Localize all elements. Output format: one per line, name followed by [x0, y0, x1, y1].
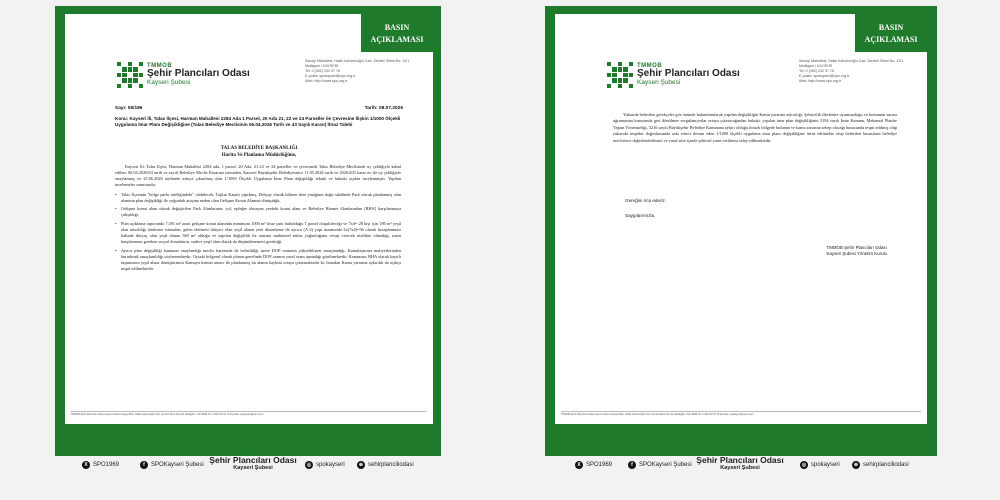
- org-address: [305, 59, 415, 84]
- social-instagram[interactable]: [305, 461, 345, 469]
- social-links: [0, 461, 500, 475]
- social-web[interactable]: [357, 461, 414, 469]
- address-line: Sanayi Mahallesi, Hakki Kahvecioğlu Cad. Zeminli Sitesi No: 13/1: [305, 59, 410, 63]
- social-label: spokayseri: [811, 462, 840, 468]
- badge-line-2: AÇIKLAMASI: [370, 35, 424, 44]
- letter-page: [555, 14, 927, 424]
- letter-subject: Konu: Kayseri İli, Talas İlçesi, Harman Mahallesi 2284 Ada 1 Parsel, 20 Ada 21, 22 ve 24 Parseller ile Çevresine İlişkin 1/1000 Ölçekli Uygulama İmar Planı Değişikliğine (Talas Belediye Meclisinin 06.04.2026 Tarih ve 43 Sayılı Kararı) İtiraz Talebi: [115, 116, 401, 127]
- recipient-line-1: TALAS BELEDİYE BAŞKANLIĞI: [220, 146, 298, 151]
- address-line: E-posta: spokayseri@spo.org.tr: [799, 74, 850, 78]
- footer-org-line-2: Şehir Plancıları Odası: [696, 455, 784, 465]
- address-line: Web: http://www.spo.org.tr: [799, 79, 842, 83]
- letter-footer: TMMOB Şehir Plancıları Odası Kayseri Şubesi Sanayi Mah. Hakki Kahvecioğlu Cad. Zeminli Sitesi No:13/1 Melikgazi / KAYSERİ Tel: 0 352 232 97 76 E-posta: spokayseri@spo.org.tr: [71, 411, 427, 416]
- badge-line-1: BASIN: [384, 23, 410, 32]
- badge-line-2: AÇIKLAMASI: [864, 35, 918, 44]
- instagram-icon: ◎: [306, 462, 312, 468]
- tmmob-logo-icon: [117, 62, 143, 88]
- finding-item: • Talas İlçesinin "bölge parkı niteliğindeki" olabilecek, Taşkın Kanalı yapılmış, Deliçay olarak bilinen dere yatağının doğu sahilinde Park olarak planlanmış olan alanının plan değişikliği ile yoğunluk artışına neden olan Gelişme Konut Alanına dönüştüğü,: [115, 192, 401, 204]
- facebook-icon: f: [140, 461, 148, 469]
- tmmob-logo-icon: [730, 428, 750, 448]
- press-release-page-2: [500, 0, 1000, 500]
- x-icon: X: [82, 461, 90, 469]
- reference-number: Sayı: 06/186: [115, 106, 143, 111]
- address-line: Sanayi Mahallesi, Hakki Kahvecioğlu Cad. Zeminli Sitesi No: 13/1: [799, 59, 904, 63]
- org-name-line-2: Şehir Plancıları Odası: [637, 68, 740, 80]
- org-name-line-1: TMMOB: [637, 63, 663, 70]
- address-line: Melikgazi / KAYSERİ: [799, 64, 833, 68]
- web-icon: ⊕: [358, 462, 364, 468]
- org-logo: [607, 62, 740, 88]
- letter-reference-row: [115, 106, 403, 111]
- findings-list: [115, 192, 401, 272]
- social-facebook[interactable]: [628, 461, 692, 469]
- social-links: [500, 461, 1000, 475]
- finding-item: • Gelişme konut alanı olarak değiştirilen Park Alanlarının; yol, eşdeğer olmayan yerdeki konut alanı ve Belediye Hizmet Alanlarından [BHA] karşılanmaya çalışıldığı,: [115, 206, 401, 218]
- org-address: [799, 59, 909, 84]
- web-icon: ⊕: [853, 462, 859, 468]
- social-label: SPOKayseri Şubesi: [151, 462, 204, 468]
- letter-footer: TMMOB Şehir Plancıları Odası Kayseri Şubesi Sanayi Mah. Hakki Kahvecioğlu Cad. Zeminli Sitesi No:13/1 Melikgazi / KAYSERİ Tel: 0 352 232 97 76 E-posta: spokayseri@spo.org.tr: [561, 411, 921, 416]
- letter-body: [115, 164, 401, 275]
- social-label: sehirplanciliodasi: [368, 462, 414, 468]
- footer-org-line-2: Şehir Plancıları Odası: [209, 455, 297, 465]
- social-label: SPO1969: [93, 462, 120, 468]
- social-label: SPO1969: [586, 462, 613, 468]
- social-x[interactable]: [82, 461, 119, 469]
- tmmob-logo-icon: [243, 428, 263, 448]
- body-paragraph: Kayseri İli, Talas İlçesi, Harman Mahallesi 2284 ada, 1 parsel, 20 Ada, 21-22 ve 24 parseller ve çevresinde Talas Belediye Meclisinde uy çekliğiyle kabul edilen; 06.04.2026/43 tarih ve sayılı Belediye Meclis Kararına istinaden, Kayseri Büyükşehir Belediyesince 11.05.2026 tarih ve 2026/205 karar no ile uy çekliğiyle onaylanmış ve 25.06.2026 tarihinde askıya çıkarılmış olan 1/1000 Ölçekli Uygulama İmar Planı değişikliği teknik ve hukuki açıdan incelenmiştir. Yapılan incelemeler sonucunda;: [115, 164, 401, 187]
- social-facebook[interactable]: [140, 461, 204, 469]
- letter-page: [65, 14, 433, 424]
- letter-body: [613, 112, 897, 144]
- social-label: spokayseri: [316, 462, 345, 468]
- social-web[interactable]: [852, 461, 909, 469]
- x-icon: X: [575, 461, 583, 469]
- body-paragraph: Yukarıda belirtilen gerekçeler göz önünde bulundurularak yapılan değişikliğin Kamu yararına aykırılığı, Şehircilik ilkelerine uyumsuzluğu ve konumun zarara uğramasına hususunda geri dönülmez sorgulanıyorlar ortaya çıkaracağından hukuki, yapılan imar plan değişikliğinin 3194 sayılı İmar Kanunu, Mekansal Planlar Yapım Yönetmeliği, 5216 sayılı Büyükşehir Belediye Kanununa aykırı olduğu itirazlı bölgede bulunan ve kamu zararına sebep olacağı hususunda tespit edilmiş olup yukarıda tespitler doğrultusunda askı süreci devam eden 1/1000 ölçekli uygulama imar planı değişikliğine itiraz edilmekte olup belirtilen hususların belediye meclisince değerlendirilmesi ve yasal süre içinde şehirsel yanıt verilmesi talep edilmektedir.: [613, 112, 897, 143]
- address-line: Melikgazi / KAYSERİ: [305, 64, 339, 68]
- org-name-line-3: Kayseri Şubesi: [637, 78, 681, 86]
- address-line: Tel: 0 (352) 232 97 76: [799, 69, 834, 73]
- press-release-badge: [855, 14, 927, 52]
- footer-org-line-1: TMMOB: [729, 450, 751, 456]
- tmmob-logo-icon: [607, 62, 633, 88]
- social-label: SPOKayseri Şubesi: [639, 462, 692, 468]
- footer-org-line-3: Kayseri Şubesi: [233, 465, 273, 471]
- social-instagram[interactable]: [800, 461, 840, 469]
- instagram-icon: ◎: [801, 462, 807, 468]
- letter-recipient: [115, 145, 403, 159]
- address-line: Tel: 0 (352) 232 97 76: [305, 69, 340, 73]
- letter-date: Tarih: 08.07.2026: [364, 106, 403, 111]
- social-x[interactable]: [575, 461, 612, 469]
- signature-line-2: Kayseri Şubesi Yönetim Kurulu: [826, 251, 887, 256]
- recipient-line-2: Harita Ve Planlama Müdürlüğüne,: [221, 153, 297, 158]
- signature-line-1: TMMOB Şehir Plancıları Odası: [826, 245, 887, 250]
- org-logo: [117, 62, 250, 88]
- badge-line-1: BASIN: [878, 23, 904, 32]
- finding-item: • Plan açıklama raporunda 7.491 m² arazi gelişme konut alanında minimum 1000 m² ifraz şartı bulunduğu 7 parsel oluşabileceği ve 7x4= 28 kişi için 180 m² yeşil alan artırıldığı ifadesine istinaden, gelen ekilmesi ihtiyacı olan yeşil alanın yeni düzenleme ile ayrıca (A-2) yapı nizamında 2x(7x4)=56 olarak hesaplanması halinde ihtiyaç olan yeşil alanın 560 m² olduğu ve yapılan değişiklik ile artması muhtemel nüfus yoğunluğuna cevap verecek nitelikte olmadığı, zaten karşılanması gereken sosyal donatıların, sadece yeşil alan olarak da düşünülmemesi gerektiği,: [115, 221, 401, 245]
- closing-regards: Saygılarımızla,: [625, 213, 656, 218]
- finding-item: • Ayrıca plan değişikliği kanunun onaylandığı meclis kararında da belirtildiği üzere DOP oranının yükseltilmesi amaçlandığı, Kamulaştırma maliyetlerinden kurtulmak amaçlanıldığı söylenmektedir. Oysaki bölgesel olarak planın genelinde DOP oranını yasal oranı aşmadığı görülmektedir. Kanunsuz, BHA olarak kayıtlı taşınmazın yeşil alana dönüştürmesi Kamuya hizmet amacı ile planlanmış bu alanın kaybını ortaya çıkarmaktadır ki, buradan Kamu yararına aykırılık da açıkça tespit edilmektedir.: [115, 248, 401, 272]
- green-frame: [55, 6, 441, 456]
- social-label: sehirplanciliodasi: [863, 462, 909, 468]
- footer-org-line-1: TMMOB: [242, 450, 264, 456]
- org-name-line-2: Şehir Plancıları Odası: [147, 68, 250, 80]
- closing-request: Gereğini rica ederiz.: [625, 198, 667, 203]
- org-name-line-3: Kayseri Şubesi: [147, 78, 191, 86]
- address-line: Web: http://www.spo.org.tr: [305, 79, 348, 83]
- footer-org-line-3: Kayseri Şubesi: [720, 465, 760, 471]
- facebook-icon: f: [628, 461, 636, 469]
- org-name-line-1: TMMOB: [147, 63, 173, 70]
- address-line: E-posta: spokayseri@spo.org.tr: [305, 74, 356, 78]
- signature-block: [827, 245, 887, 257]
- press-release-badge: [361, 14, 433, 52]
- green-frame: [545, 6, 937, 456]
